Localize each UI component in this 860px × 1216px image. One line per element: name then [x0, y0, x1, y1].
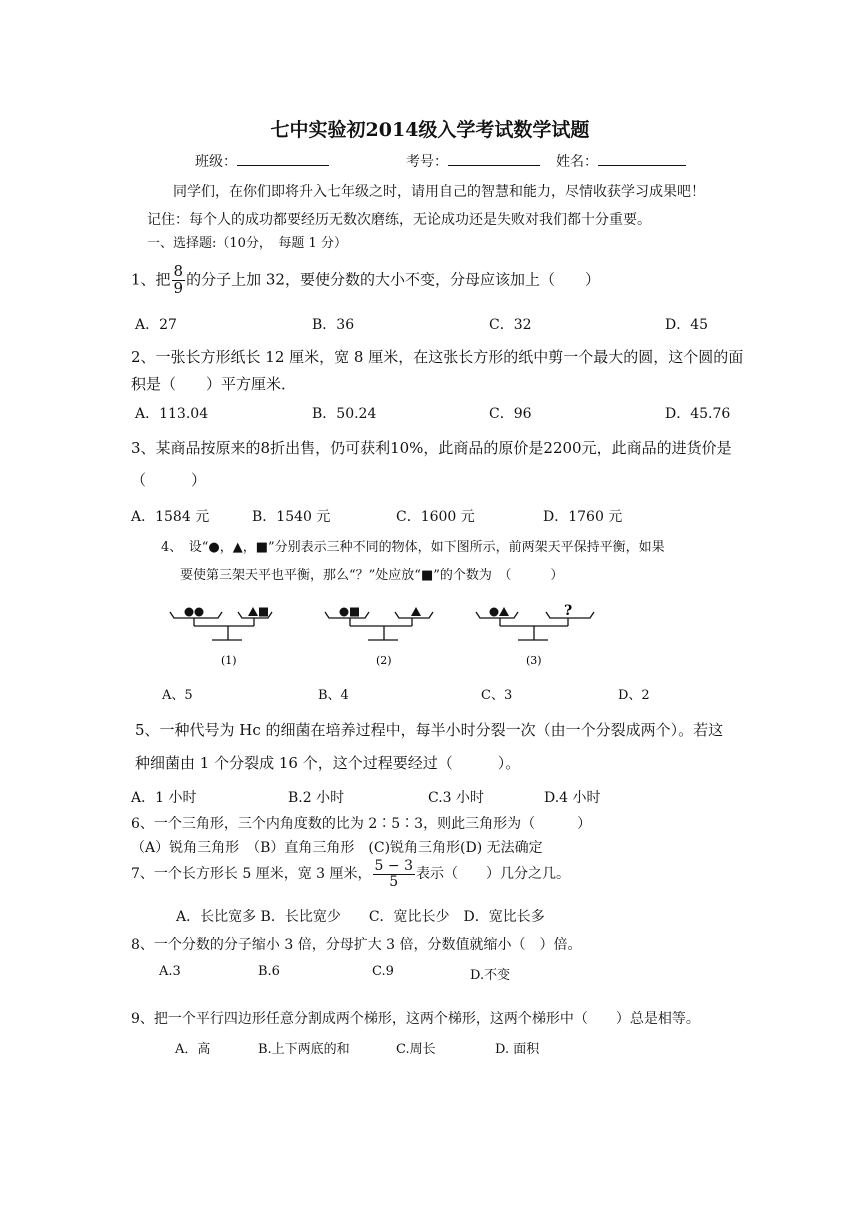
q3-option-a: A．1584 元 — [131, 509, 210, 525]
class-field — [195, 151, 329, 171]
class-blank — [237, 151, 329, 166]
question-3-line-2: （ ） — [131, 471, 207, 489]
q4-option-a: A、5 — [162, 688, 193, 703]
class-label: 班级： — [195, 154, 237, 170]
exam-number-label: 考号： — [406, 154, 448, 170]
q1-option-b: B．36 — [312, 317, 355, 333]
q5-option-b: B.2 小时 — [288, 790, 345, 806]
square-icon — [259, 608, 268, 617]
page-title: 七中实验初2014级入学考试数学试题 — [270, 119, 590, 141]
question-4-line-2: 要使第三架天平也平衡，那么“？”处应放“■”的个数为 （ ） — [180, 568, 564, 583]
q1-option-a: A．27 — [135, 317, 177, 333]
intro-line-1: 同学们，在你们即将升入七年级之时，请用自己的智慧和能力，尽情收获学习成果吧！ — [173, 184, 705, 200]
q2-option-b: B．50.24 — [312, 406, 377, 422]
triangle-icon — [499, 607, 509, 616]
fraction-numerator: 8 — [173, 262, 184, 280]
question-1-suffix: 的分子上加 32，要使分数的大小不变，分母应该加上（ ） — [186, 270, 600, 289]
scale-3-items — [490, 607, 510, 617]
q5-option-d: D.4 小时 — [544, 790, 601, 806]
q9-option-a: A．高 — [175, 1042, 211, 1057]
question-7 — [131, 859, 570, 889]
question-9-line-1: 9、把一个平行四边形任意分割成两个梯形，这两个梯形，这两个梯形中（ ）总是相等。 — [131, 1011, 700, 1027]
question-1-prefix: 1、把 — [131, 270, 171, 289]
q3-option-c: C．1600 元 — [396, 509, 475, 525]
q2-option-d: D．45.76 — [665, 406, 731, 422]
question-6-line-2: （A）锐角三角形 （B）直角三角形 (C)锐角三角形(D) 无法确定 — [131, 840, 543, 856]
q1-option-c: C．32 — [489, 317, 532, 333]
scale-label-1: (1) — [221, 654, 237, 667]
q2-option-c: C．96 — [489, 406, 532, 422]
circle-icon — [185, 608, 194, 617]
section-heading: 一、选择题:（10分， 每题 1 分） — [147, 236, 347, 251]
question-7-prefix: 7、一个长方形长 5 厘米，宽 3 厘米， — [131, 866, 372, 883]
q2-option-a: A．113.04 — [135, 406, 209, 422]
question-5-line-1: 5、一种代号为 Hc 的细菌在培养过程中，每半小时分裂一次（由一个分裂成两个）。若这 — [135, 721, 724, 739]
q8-option-a: A.3 — [159, 964, 181, 979]
scale-2-items — [340, 607, 422, 617]
q4-option-b: B、4 — [318, 688, 349, 703]
q9-option-c: C.周长 — [396, 1042, 436, 1057]
name-label: 姓名： — [556, 154, 598, 170]
fraction-denominator: 9 — [173, 278, 184, 297]
name-field — [556, 151, 686, 171]
q8-option-d: D.不变 — [470, 968, 511, 983]
scale-1-items — [185, 607, 269, 617]
circle-icon — [490, 608, 499, 617]
triangle-icon — [248, 607, 258, 616]
q4-option-d: D、2 — [618, 688, 650, 703]
balance-scales-figure — [150, 598, 610, 674]
q3-option-b: B．1540 元 — [252, 509, 331, 525]
question-3-line-1: 3、某商品按原来的8折出售，仍可获利10%，此商品的原价是2200元，此商品的进货价是 — [131, 439, 732, 457]
question-mark: ? — [564, 603, 573, 619]
circle-icon — [340, 608, 349, 617]
triangle-icon — [411, 607, 421, 616]
q9-option-b: B.上下两底的和 — [258, 1042, 350, 1057]
square-icon — [350, 608, 359, 617]
question-7-options: A．长比宽多 B．长比宽少 C．宽比长少 D．宽比长多 — [176, 909, 545, 925]
name-blank — [598, 151, 686, 166]
fraction-5-minus-3-over-5 — [373, 859, 415, 889]
circle-icon — [195, 608, 204, 617]
intro-line-2: 记住：每个人的成功都要经历无数次磨练，无论成功还是失败对我们都十分重要。 — [147, 212, 651, 228]
balance-scale-2 — [325, 612, 433, 640]
question-7-suffix: 表示（ ）几分之几。 — [415, 866, 570, 883]
q8-option-b: B.6 — [258, 964, 280, 979]
q4-option-c: C、3 — [481, 688, 513, 703]
q8-option-c: C.9 — [372, 964, 394, 979]
question-8-line-1: 8、一个分数的分子缩小 3 倍，分母扩大 3 倍，分数值就缩小（ ）倍。 — [131, 937, 582, 953]
exam-number-field — [406, 151, 540, 171]
exam-number-blank — [448, 151, 540, 166]
q5-option-c: C.3 小时 — [428, 790, 485, 806]
q1-option-d: D．45 — [665, 317, 709, 333]
question-5-line-2: 种细菌由 1 个分裂成 16 个，这个过程要经过（ ）。 — [135, 754, 521, 772]
balance-scale-1 — [170, 612, 272, 640]
question-2-line-1: 2、一张长方形纸长 12 厘米，宽 8 厘米，在这张长方形的纸中剪一个最大的圆，这个圆的面 — [131, 348, 744, 366]
scale-label-3: (3) — [526, 654, 542, 667]
q5-option-a: A．1 小时 — [131, 790, 197, 806]
scale-label-2: (2) — [376, 654, 392, 667]
fraction-8-9 — [172, 264, 186, 297]
q9-option-d: D. 面积 — [495, 1042, 540, 1057]
question-6-line-1: 6、一个三角形，三个内角度数的比为 2∶5∶3，则此三角形为（ ） — [131, 816, 592, 832]
question-2-line-2: 积是（ ）平方厘米． — [131, 375, 297, 393]
fraction-numerator: 5 − 3 — [374, 858, 413, 874]
question-4-line-1: 4、 设“●，▲，■”分别表示三种不同的物体，如下图所示，前两架天平保持平衡，如果 — [161, 540, 665, 555]
q3-option-d: D．1760 元 — [543, 509, 623, 525]
question-1 — [131, 264, 600, 297]
fraction-denominator: 5 — [389, 873, 399, 890]
